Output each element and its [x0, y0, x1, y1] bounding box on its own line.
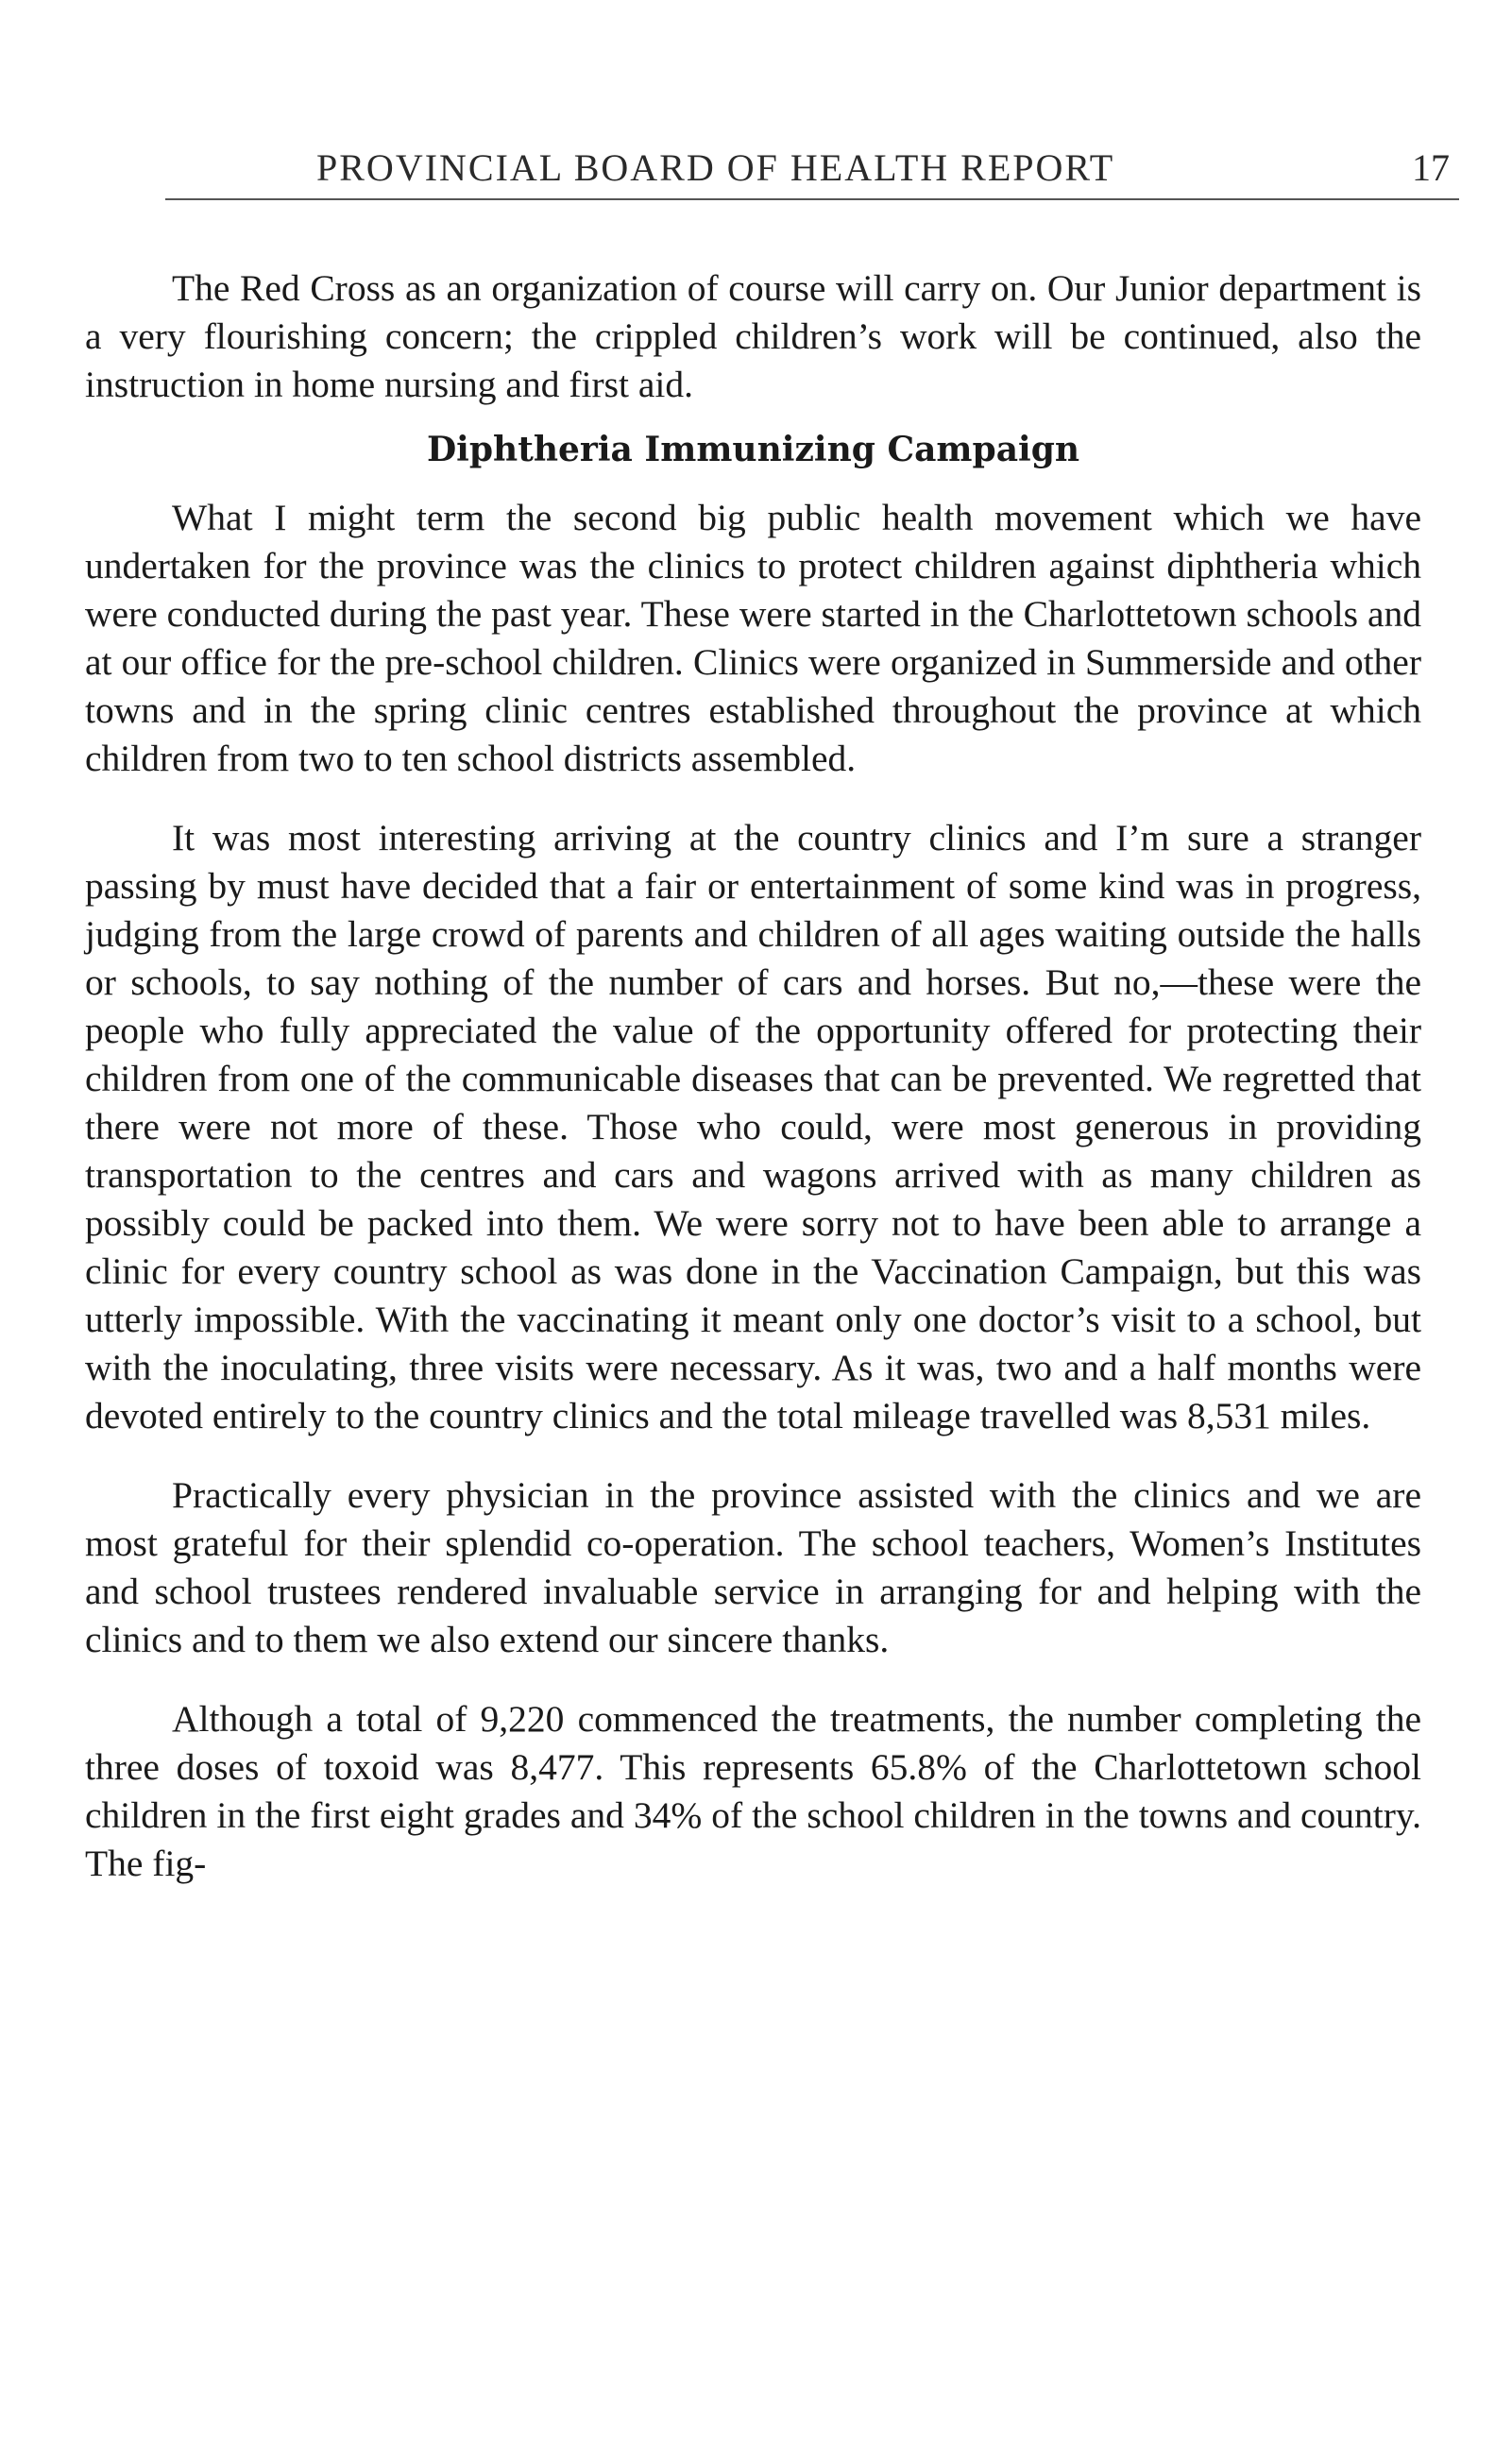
page-header	[165, 142, 1459, 200]
paragraph-campaign-intro: What I might term the second big public health movement which we have undertaken for the province was the clinics to protect children against diphtheria which were conducted during the past year. These were started in the Charlottetown schools and at our office for the pre-school children. Clinics were organized in Summerside and other towns and in the spring clinic centres established throughout the province at which children from two to ten school districts assembled.	[85, 497, 1421, 779]
running-title: PROVINCIAL BOARD OF HEALTH REPORT	[316, 146, 1115, 189]
paragraph-red-cross: The Red Cross as an organization of course will carry on. Our Junior department is a very flourishing concern; the crippled children’s work will be continued, also the instruction in home nursing and first aid.	[85, 267, 1421, 405]
paragraph-thanks: Practically every physician in the province assisted with the clinics and we are most grateful for their splendid co-operation. The school teachers, Women’s Institutes and school trustees rendered invaluable service in arranging for and helping with the clinics and to them we also extend our sincere thanks.	[85, 1474, 1421, 1660]
body-text	[85, 264, 1421, 1888]
section-heading: Diphtheria Immunizing Campaign	[426, 430, 1080, 469]
paragraph-totals: Although a total of 9,220 commenced the treatments, the number completing the three doses of toxoid was 8,477. This represents 65.8% of the Charlottetown school children in the first eight grades and 34% of the school children in the towns and country. The fig-	[85, 1698, 1421, 1884]
paragraph-country-clinics: It was most interesting arriving at the country clinics and I’m sure a stranger passing by must have decided that a fair or entertainment of some kind was in progress, judging from the large crowd of parents and children of all ages waiting outside the halls or schools, to say nothing of the number of cars and horses. But no,—these were the people who fully appreciated the value of the opportunity offered for protecting their children from one of the communicable diseases that can be prevented. We regretted that there were not more of these. Those who could, were most generous in providing transportation to the centres and cars and wagons arrived with as many children as possibly could be packed into them. We were sorry not to have been able to arrange a clinic for every country school as was done in the Vaccination Campaign, but this was utterly impossible. With the vaccinating it meant only one doctor’s visit to a school, but with the inoculating, three visits were necessary. As it was, two and a half months were devoted entirely to the country clinics and the total mileage travelled was 8,531 miles.	[85, 817, 1421, 1436]
page-number: 17	[1412, 146, 1450, 189]
